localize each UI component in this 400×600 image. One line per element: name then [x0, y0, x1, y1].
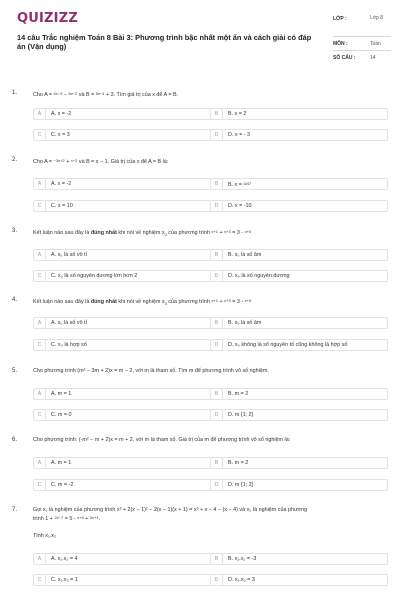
question-text: Cho phương trình (m² − 3m + 2)x = m − 2, với m là tham số. Tìm m để phương trình vô số nghiệm. — [33, 368, 269, 374]
question-number: 3. — [12, 228, 18, 234]
answer-option-d[interactable]: D D. m {1; 2} — [210, 479, 388, 491]
answer-option-d[interactable]: D D. x = -10 — [210, 200, 388, 212]
subject-value: Toán — [370, 41, 381, 47]
answer-option-b[interactable]: B B. m = 2 — [210, 388, 388, 400]
meta-row-subject — [333, 37, 391, 51]
answer-option-c[interactable]: C C. x = 3 — [33, 129, 211, 141]
answer-option-d[interactable]: D D. x₁.x₂ = 3 — [210, 574, 388, 586]
question-text: Gọi x₁ là nghiệm của phương trình x³ + 2(x − 1)² − 2(x − 1)(x + 1) = x³ + x − 4 − (x − 4) và x₂ là nghiệm của phương trình 1 + 2x−7 = 5 - x+6 + 3x+1. — [33, 507, 308, 522]
answer-option-d[interactable]: D D. x₀ là số nguyên dương — [210, 270, 388, 282]
answer-option-a[interactable]: A A. x₁.x₂ = 4 — [33, 553, 211, 565]
question-text: Kết luận nào sau đây là đúng nhất khi nói về nghiệm $x_0$ của phương trình x+1 + x+3 = 3 - x+5 — [33, 298, 252, 307]
meta-table — [333, 13, 391, 65]
answer-option-c[interactable]: C C. x₀ là hợp số — [33, 339, 211, 351]
answer-option-c[interactable]: C C. x₁.x₂ = 1 — [33, 574, 211, 586]
answer-option-a[interactable]: A A. x₀ là số vô tỉ — [33, 317, 211, 329]
answer-option-b[interactable]: B B. x = 2 — [210, 108, 388, 120]
answer-option-a[interactable]: A A. m = 1 — [33, 388, 211, 400]
answer-option-a[interactable]: A A. x = -2 — [33, 108, 211, 120]
subject-label: MÔN : — [333, 41, 348, 47]
question-subtext: Tính x₁.x₂ — [33, 533, 57, 539]
question-number: 1. — [12, 90, 18, 96]
question-text: Kết luận nào sau đây là đúng nhất khi nói về nghiệm $x_0$ của phương trình x+1 + x+3 = 3 - x+5 — [33, 229, 252, 238]
answer-option-d[interactable]: D D. x = - 3 — [210, 129, 388, 141]
answer-option-c[interactable]: C C. x = 10 — [33, 200, 211, 212]
meta-row-class — [333, 13, 391, 37]
class-value: Lớp 8 — [370, 15, 384, 21]
answer-option-b[interactable]: B B. m = 2 — [210, 457, 388, 469]
answer-option-c[interactable]: C C. m = -2 — [33, 479, 211, 491]
page-title: 14 câu Trắc nghiệm Toán 8 Bài 3: Phương trình bậc nhất một ẩn và cách giải có đáp án (Vận dụng) — [17, 33, 312, 51]
count-label: SỐ CÂU : — [333, 55, 356, 61]
quizizz-logo: QUIZIZZ — [17, 11, 78, 26]
question-number: 7. — [12, 507, 18, 513]
question-number: 4. — [12, 297, 18, 303]
page-header — [0, 0, 400, 74]
answer-option-b[interactable]: B B. x = 4/47 — [210, 178, 388, 190]
question-text: Cho A = 4x−3 − 6x−2 và B = 5x−4 + 3. Tìm giá trị của x để A = B. — [33, 91, 179, 98]
answer-option-a[interactable]: A A. x₀ là số vô tỉ — [33, 249, 211, 261]
question-number: 6. — [12, 437, 18, 443]
meta-row-count — [333, 51, 391, 65]
answer-option-d[interactable]: D D. x₀ không là số nguyên tố cũng không là hợp số — [210, 339, 388, 351]
question-text: Cho A = −3x+2 + x−2 và B = x − 1. Giá trị của x để A = B là: — [33, 158, 169, 165]
answer-option-b[interactable]: B B. x₁.x₂ = -3 — [210, 553, 388, 565]
answer-option-a[interactable]: A A. x = -2 — [33, 178, 211, 190]
answer-option-c[interactable]: C C. x₀ là số nguyên dương lớn hơn 2 — [33, 270, 211, 282]
answer-option-b[interactable]: B B. x₀ là số âm — [210, 249, 388, 261]
class-label: LỚP : — [333, 16, 347, 22]
answer-option-c[interactable]: C C. m = 0 — [33, 409, 211, 421]
count-value: 14 — [370, 55, 376, 61]
answer-option-a[interactable]: A A. m = 1 — [33, 457, 211, 469]
question-number: 5. — [12, 368, 18, 374]
answer-option-d[interactable]: D D. m {1; 2} — [210, 409, 388, 421]
answer-option-b[interactable]: B B. x₀ là số âm — [210, 317, 388, 329]
question-number: 2. — [12, 157, 18, 163]
question-text: Cho phương trình: (-m² − m + 2)x = m + 2, với m là tham số. Giá trị của m để phương trình vô số nghiệm là: — [33, 437, 291, 443]
